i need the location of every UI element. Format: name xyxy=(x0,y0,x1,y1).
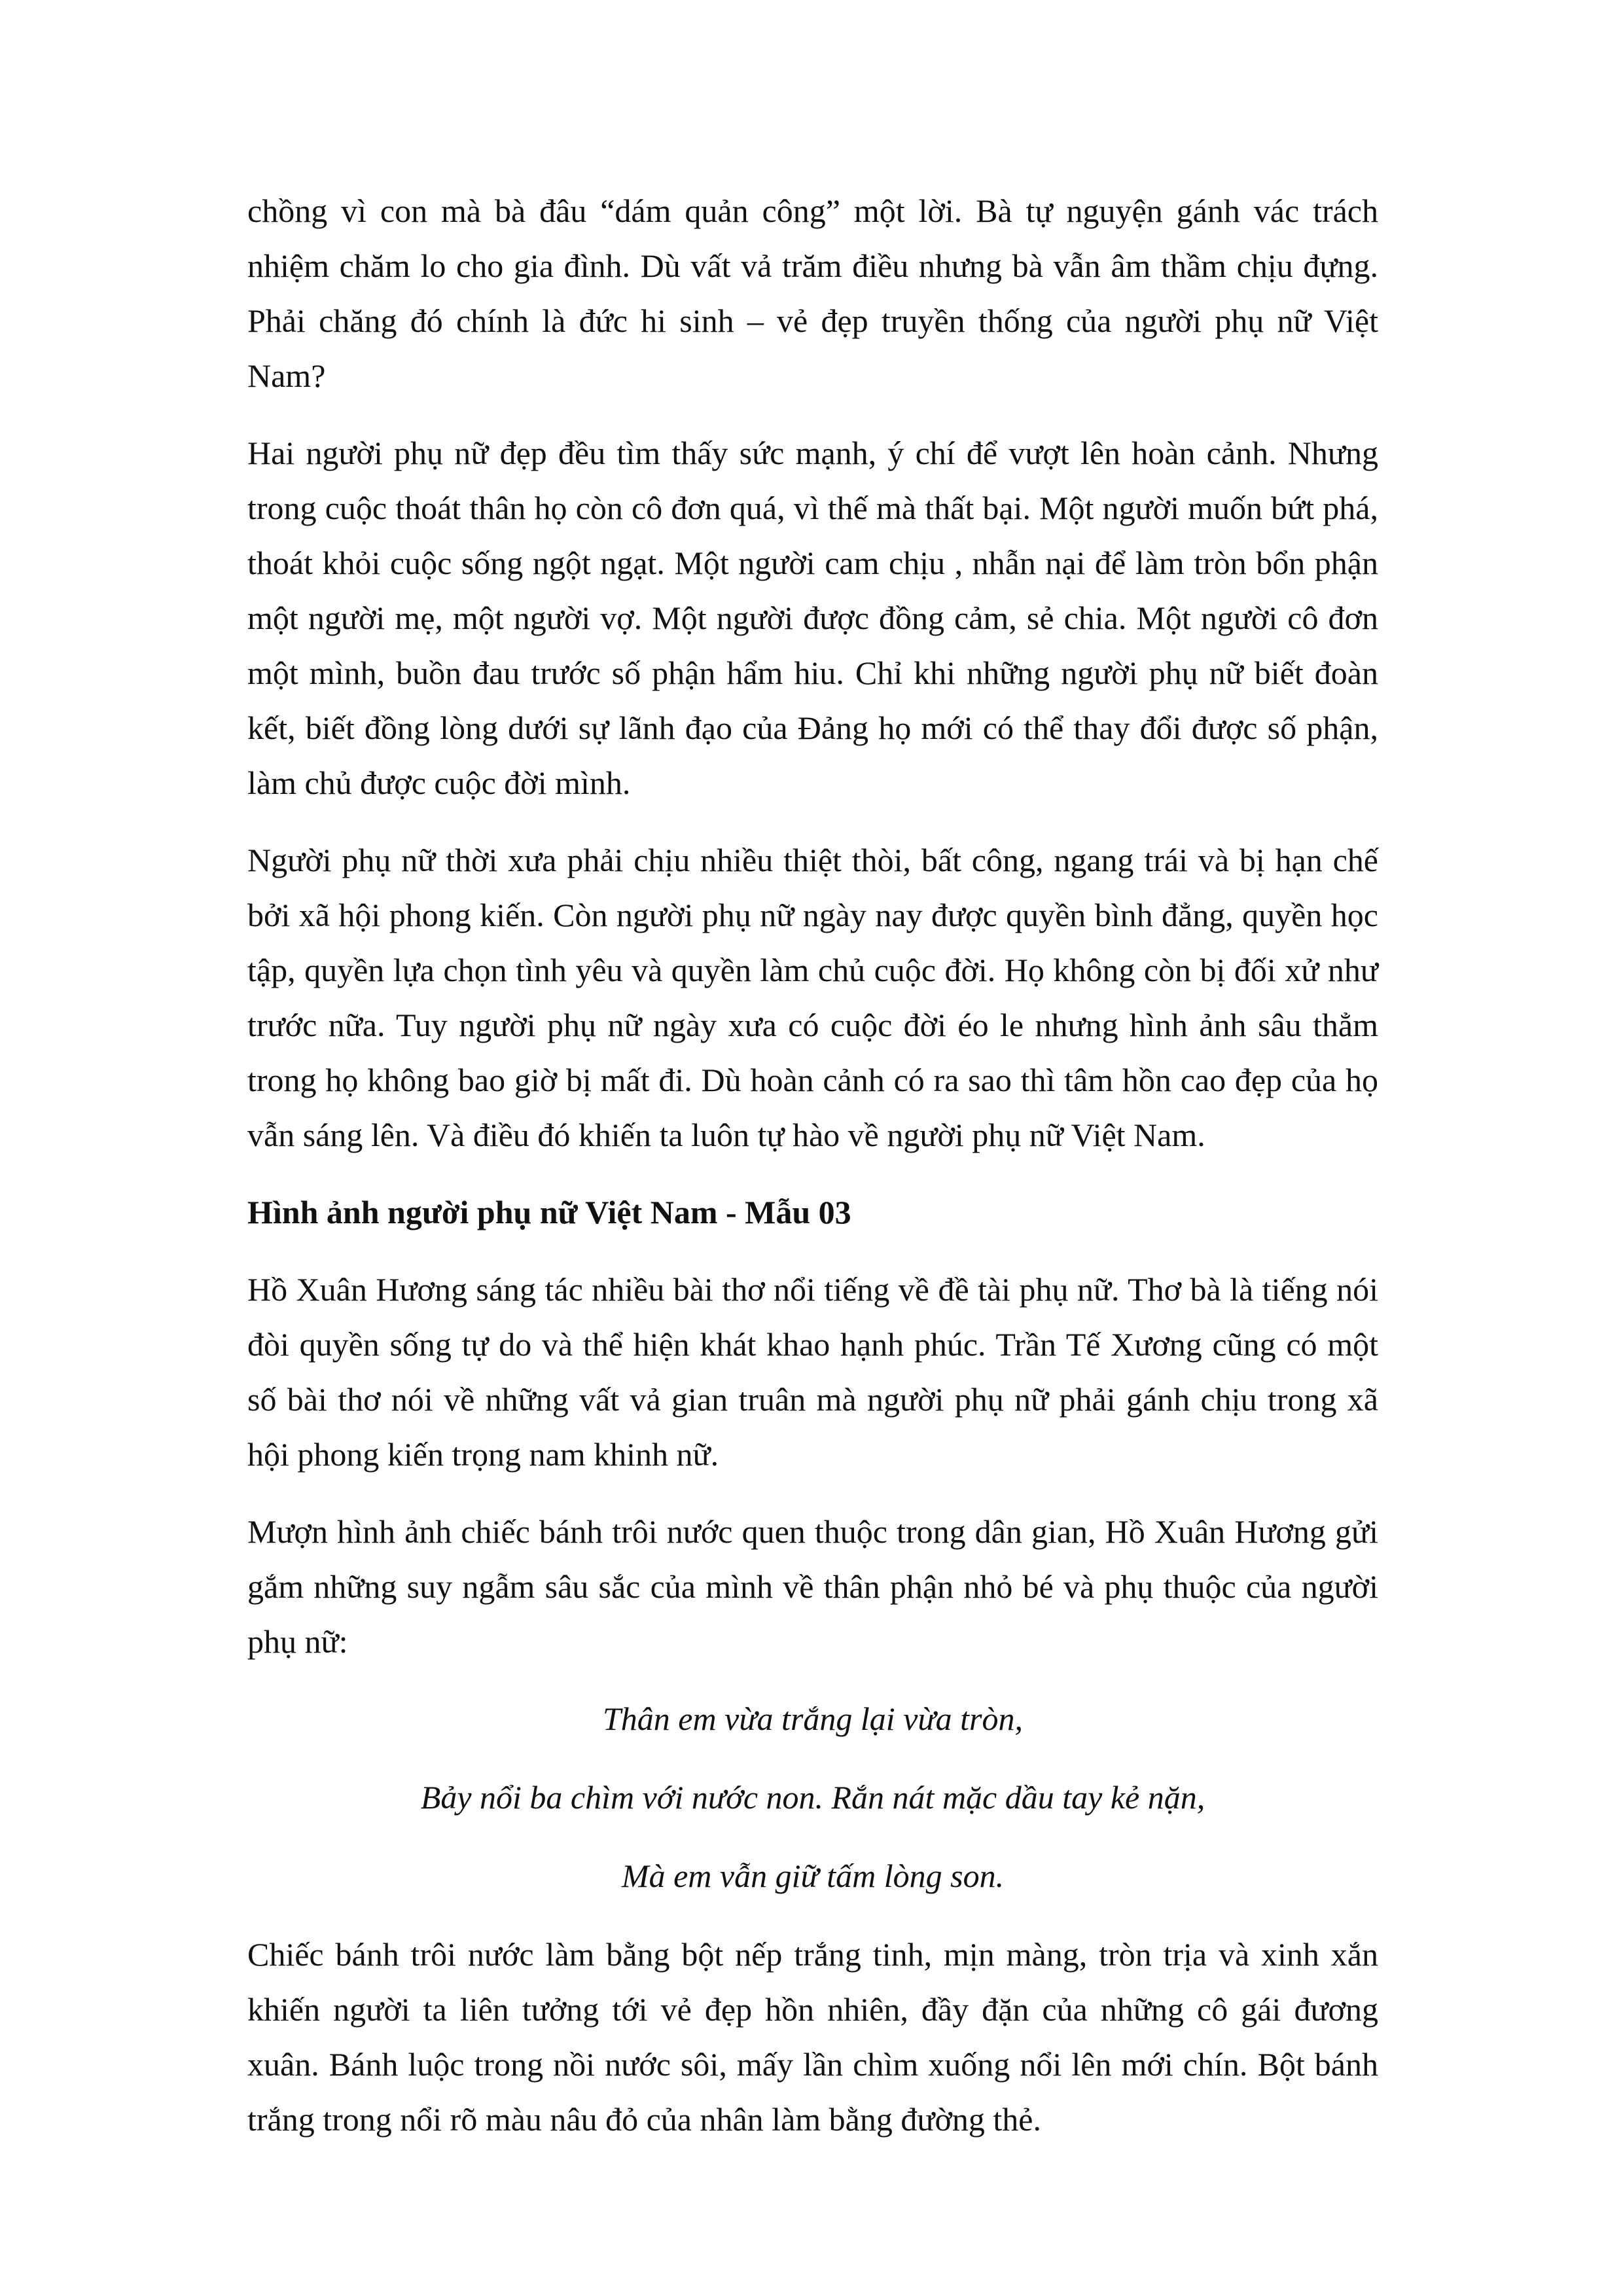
poem-line-1: Thân em vừa trắng lại vừa tròn, xyxy=(602,1700,1024,1737)
document-page xyxy=(247,183,1378,2169)
poem-line-2: Bảy nổi ba chìm với nước non. Rắn nát mặc dầu tay kẻ nặn, xyxy=(420,1779,1205,1816)
paragraph-5: Mượn hình ảnh chiếc bánh trôi nước quen thuộc trong dân gian, Hồ Xuân Hương gửi gắm những suy ngẫm sâu sắc của mình về thân phận nhỏ bé và phụ thuộc của người phụ nữ: xyxy=(247,1513,1378,1660)
poem-block xyxy=(247,1691,1378,1903)
poem-line-3: Mà em vẫn giữ tấm lòng son. xyxy=(621,1857,1005,1894)
paragraph-3: Người phụ nữ thời xưa phải chịu nhiều thiệt thòi, bất công, ngang trái và bị hạn chế bởi xã hội phong kiến. Còn người phụ nữ ngày nay được quyền bình đẳng, quyền học tập, quyền lựa chọn tình yêu và quyền làm chủ cuộc đời. Họ không còn bị đối xử như trước nữa. Tuy người phụ nữ ngày xưa có cuộc đời éo le nhưng hình ảnh sâu thẳm trong họ không bao giờ bị mất đi. Dù hoàn cảnh có ra sao thì tâm hồn cao đẹp của họ vẫn sáng lên. Và điều đó khiến ta luôn tự hào về người phụ nữ Việt Nam. xyxy=(247,842,1378,1153)
paragraph-1: chồng vì con mà bà đâu “dám quản công” một lời. Bà tự nguyện gánh vác trách nhiệm chăm lo cho gia đình. Dù vất vả trăm điều nhưng bà vẫn âm thầm chịu đựng. Phải chăng đó chính là đức hi sinh – vẻ đẹp truyền thống của người phụ nữ Việt Nam? xyxy=(247,192,1378,394)
paragraph-2: Hai người phụ nữ đẹp đều tìm thấy sức mạnh, ý chí để vượt lên hoàn cảnh. Nhưng trong cuộc thoát thân họ còn cô đơn quá, vì thế mà thất bại. Một người muốn bứt phá, thoát khỏi cuộc sống ngột ngạt. Một người cam chịu , nhẫn nại để làm tròn bổn phận một người mẹ, một người vợ. Một người được đồng cảm, sẻ chia. Một người cô đơn một mình, buồn đau trước số phận hẩm hiu. Chỉ khi những người phụ nữ biết đoàn kết, biết đồng lòng dưới sự lãnh đạo của Đảng họ mới có thể thay đổi được số phận, làm chủ được cuộc đời mình. xyxy=(247,435,1378,801)
paragraph-4: Hồ Xuân Hương sáng tác nhiều bài thơ nổi tiếng về đề tài phụ nữ. Thơ bà là tiếng nói đòi quyền sống tự do và thể hiện khát khao hạnh phúc. Trần Tế Xương cũng có một số bài thơ nói về những vất vả gian truân mà người phụ nữ phải gánh chịu trong xã hội phong kiến trọng nam khinh nữ. xyxy=(247,1271,1378,1473)
paragraph-6: Chiếc bánh trôi nước làm bằng bột nếp trắng tinh, mịn màng, tròn trịa và xinh xắn khiến người ta liên tưởng tới vẻ đẹp hồn nhiên, đầy đặn của những cô gái đương xuân. Bánh luộc trong nồi nước sôi, mấy lần chìm xuống nổi lên mới chín. Bột bánh trắng trong nổi rõ màu nâu đỏ của nhân làm bằng đường thẻ. xyxy=(247,1936,1378,2138)
section-heading: Hình ảnh người phụ nữ Việt Nam - Mẫu 03 xyxy=(247,1194,851,1230)
